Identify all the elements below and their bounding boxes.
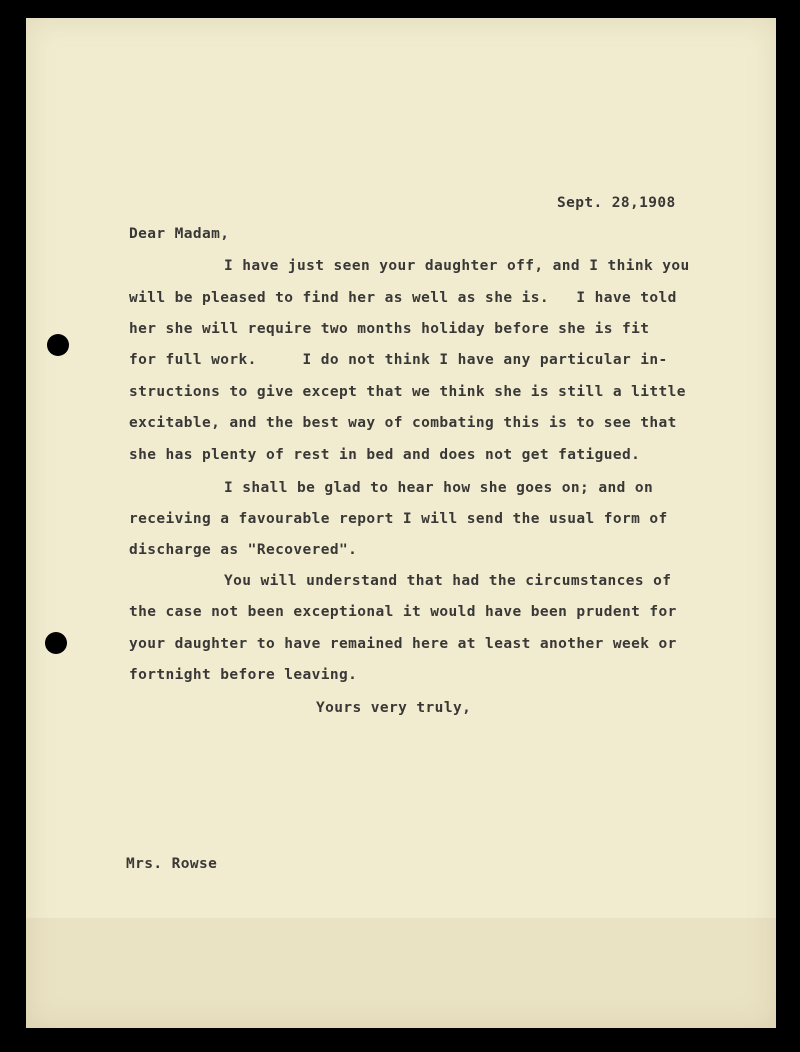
body-line: the case not been exceptional it would have been prudent for bbox=[129, 604, 677, 620]
paper-fold-shadow bbox=[26, 918, 776, 1028]
body-line: excitable, and the best way of combating this is to see that bbox=[129, 415, 677, 431]
salutation: Dear Madam, bbox=[129, 226, 230, 242]
closing: Yours very truly, bbox=[316, 700, 472, 716]
body-line: will be pleased to find her as well as she is. I have told bbox=[129, 290, 677, 306]
body-line: she has plenty of rest in bed and does not get fatigued. bbox=[129, 447, 641, 463]
letter-date: Sept. 28,1908 bbox=[557, 195, 676, 211]
body-line: You will understand that had the circumstances of bbox=[224, 573, 672, 589]
body-line: your daughter to have remained here at least another week or bbox=[129, 636, 677, 652]
body-line: her she will require two months holiday before she is fit bbox=[129, 321, 650, 337]
recipient: Mrs. Rowse bbox=[126, 856, 218, 872]
body-line: for full work. I do not think I have any particular in- bbox=[129, 352, 668, 368]
body-line: receiving a favourable report I will send the usual form of bbox=[129, 511, 668, 527]
body-line: I have just seen your daughter off, and I think you bbox=[224, 258, 690, 274]
body-line: discharge as "Recovered". bbox=[129, 542, 358, 558]
body-line: structions to give except that we think she is still a little bbox=[129, 384, 686, 400]
punch-hole-bottom bbox=[45, 632, 67, 654]
body-line: I shall be glad to hear how she goes on; and on bbox=[224, 480, 654, 496]
punch-hole-top bbox=[47, 334, 69, 356]
body-line: fortnight before leaving. bbox=[129, 667, 358, 683]
